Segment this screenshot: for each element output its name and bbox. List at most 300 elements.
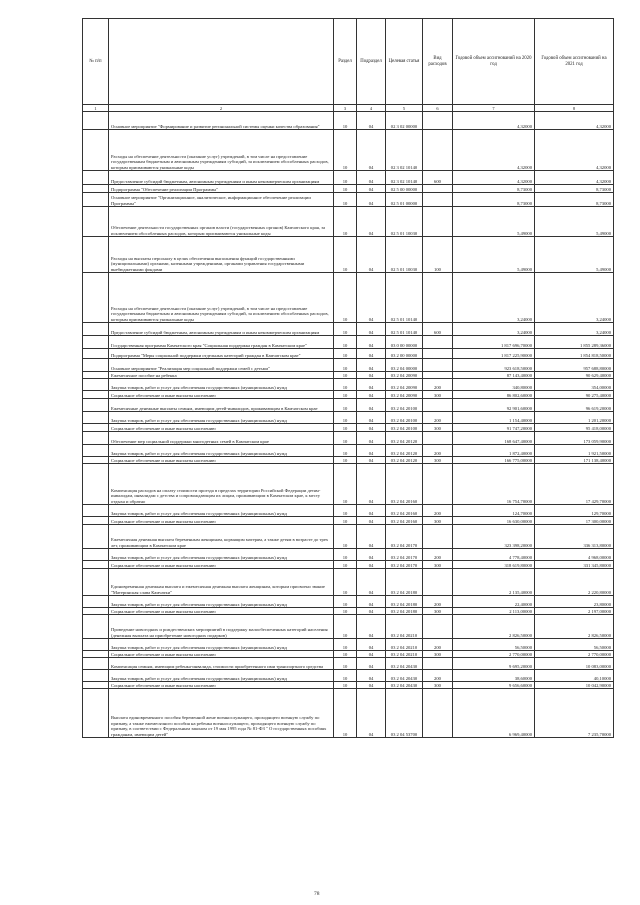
row-amount-2021: 5,49000 — [535, 207, 614, 237]
row-podrazdel: 04 — [357, 432, 386, 445]
column-number: 3 — [334, 105, 357, 112]
row-amount-2020: 3,24000 — [453, 273, 535, 323]
table-row — [83, 185, 614, 193]
row-podrazdel: 04 — [357, 658, 386, 670]
row-vr — [423, 349, 453, 359]
row-amount-2020: 56,50000 — [453, 639, 535, 651]
budget-table — [82, 18, 614, 738]
row-amount-2021: 129,70000 — [535, 505, 614, 517]
row-razdel: 10 — [334, 391, 357, 399]
row-amount-2021: 17 429,70000 — [535, 464, 614, 505]
column-number: 7 — [453, 105, 535, 112]
row-csr: 03 2 04 20100 — [386, 399, 423, 412]
row-num — [83, 349, 109, 359]
row-razdel: 10 — [334, 608, 357, 615]
row-name: Закупка товаров, работ и услуг для обеспечения государственных (муниципальных) нужд — [109, 379, 334, 391]
header-vr: Вид расходов — [423, 19, 453, 105]
row-num — [83, 561, 109, 569]
row-num — [83, 412, 109, 424]
row-name: Социальное обеспечение и иные выплаты населению — [109, 424, 334, 432]
row-podrazdel: 04 — [357, 615, 386, 639]
row-razdel: 10 — [334, 323, 357, 336]
row-name: Выплата единовременного пособия беременной жене военнослужащего, проходящего военную службу по призыву, а также ежемесячного пособия на ребенка военнослужащего, проходящего военную службу по призыву, в соответствии с Федеральным законом от 19 мая 1995 года № 81-ФЗ " О государственных пособиях гражданам, имеющим детей" — [109, 689, 334, 738]
row-vr — [423, 372, 453, 379]
row-name: Закупка товаров, работ и услуг для обеспечения государственных (муниципальных) нужд — [109, 549, 334, 561]
header-csr: Целевая статья — [386, 19, 423, 105]
row-podrazdel: 04 — [357, 505, 386, 517]
row-vr: 200 — [423, 445, 453, 457]
row-name: Ежемесячная денежная выплата беременным женщинам, кормящим матерям, а также детям в возрасте до трех лет, проживающим в Камчатском крае — [109, 525, 334, 549]
row-name: Закупка товаров, работ и услуг для обеспечения государственных (муниципальных) нужд — [109, 445, 334, 457]
row-razdel: 10 — [334, 689, 357, 738]
row-amount-2021: 4,32000 — [535, 112, 614, 130]
row-amount-2021: 1 201,20000 — [535, 412, 614, 424]
column-number: 1 — [83, 105, 109, 112]
row-csr: 02 5 01 10030 — [386, 237, 423, 273]
row-amount-2021: 331 345,80000 — [535, 561, 614, 569]
row-vr: 200 — [423, 412, 453, 424]
row-num — [83, 608, 109, 615]
table-row — [83, 391, 614, 399]
row-amount-2020: 4,32000 — [453, 130, 535, 171]
row-amount-2021: 8,73000 — [535, 185, 614, 193]
row-podrazdel: 04 — [357, 424, 386, 432]
row-name: Ежемесячные денежные выплаты семьям, имеющим детей-инвалидов, проживающим в Камчатском крае — [109, 399, 334, 412]
row-amount-2021: 56,50000 — [535, 639, 614, 651]
row-name: Государственная программа Камчатского края "Социальная поддержка граждан в Камчатском крае" — [109, 336, 334, 349]
row-amount-2020: 4,32000 — [453, 171, 535, 185]
row-razdel: 10 — [334, 171, 357, 185]
row-amount-2020: 6 969,40000 — [453, 689, 535, 738]
row-name: Социальное обеспечение и иные выплаты населению — [109, 561, 334, 569]
row-vr: 200 — [423, 639, 453, 651]
row-num — [83, 505, 109, 517]
row-amount-2021: 173 059,90000 — [535, 432, 614, 445]
table-row — [83, 561, 614, 569]
row-amount-2021: 17 300,00000 — [535, 517, 614, 525]
row-name: Обеспечение мер социальной поддержки многодетных семей в Камчатском крае — [109, 432, 334, 445]
row-podrazdel: 04 — [357, 689, 386, 738]
row-amount-2021: 4,32000 — [535, 130, 614, 171]
table-row — [83, 639, 614, 651]
row-amount-2020: 2 826,50000 — [453, 615, 535, 639]
table-row — [83, 207, 614, 237]
row-razdel: 10 — [334, 359, 357, 372]
row-num — [83, 130, 109, 171]
column-number: 5 — [386, 105, 423, 112]
row-num — [83, 372, 109, 379]
row-vr — [423, 689, 453, 738]
row-vr — [423, 193, 453, 207]
row-razdel: 10 — [334, 237, 357, 273]
row-num — [83, 670, 109, 682]
row-amount-2020: 124,70000 — [453, 505, 535, 517]
row-csr: 03 2 04 20210 — [386, 639, 423, 651]
row-num — [83, 391, 109, 399]
row-num — [83, 445, 109, 457]
row-name: Закупка товаров, работ и услуг для обеспечения государственных (муниципальных) нужд — [109, 639, 334, 651]
row-podrazdel: 04 — [357, 569, 386, 596]
row-name: Основное мероприятие "Организационное, аналитическое, информационное обеспечение реализации Программы" — [109, 193, 334, 207]
row-podrazdel: 04 — [357, 273, 386, 323]
column-number: 6 — [423, 105, 453, 112]
row-razdel: 10 — [334, 464, 357, 505]
row-amount-2020: 5,49000 — [453, 207, 535, 237]
row-name: Социальное обеспечение и иные выплаты населению — [109, 517, 334, 525]
row-podrazdel: 04 — [357, 445, 386, 457]
table-row — [83, 682, 614, 689]
row-num — [83, 549, 109, 561]
row-razdel: 10 — [334, 658, 357, 670]
row-csr: 03 2 04 20160 — [386, 505, 423, 517]
row-amount-2021: 96 619,20000 — [535, 399, 614, 412]
row-vr — [423, 615, 453, 639]
row-csr: 03 2 04 20120 — [386, 445, 423, 457]
row-num — [83, 359, 109, 372]
row-vr: 300 — [423, 424, 453, 432]
table-header-row — [83, 19, 614, 105]
row-amount-2020: 5,49000 — [453, 237, 535, 273]
table-row — [83, 323, 614, 336]
row-podrazdel: 04 — [357, 464, 386, 505]
row-vr — [423, 336, 453, 349]
row-podrazdel: 04 — [357, 399, 386, 412]
table-row — [83, 171, 614, 185]
row-num — [83, 651, 109, 658]
row-num — [83, 185, 109, 193]
row-csr: 03 2 04 00000 — [386, 359, 423, 372]
row-name: Социальное обеспечение и иные выплаты населению — [109, 608, 334, 615]
table-row — [83, 359, 614, 372]
row-name: Единовременная денежная выплата и ежемесячная денежная выплата женщинам, которым присвоено звание "Материнская слава Камчатки" — [109, 569, 334, 596]
row-vr: 300 — [423, 682, 453, 689]
header-razdel: Раздел — [334, 19, 357, 105]
row-razdel: 10 — [334, 561, 357, 569]
row-csr: 03 2 04 20160 — [386, 464, 423, 505]
table-row — [83, 112, 614, 130]
row-csr: 03 2 04 20100 — [386, 424, 423, 432]
row-amount-2020: 2 135,40000 — [453, 569, 535, 596]
table-row — [83, 372, 614, 379]
row-num — [83, 112, 109, 130]
row-vr — [423, 112, 453, 130]
row-amount-2020: 323 398,20000 — [453, 525, 535, 549]
row-csr: 03 0 00 00000 — [386, 336, 423, 349]
row-name: Проведение новогодних и рождественских мероприятий в поддержку малообеспеченных категорий населения (денежная выплата на приобретение новогодних подарков) — [109, 615, 334, 639]
row-csr: 03 2 04 20170 — [386, 525, 423, 549]
row-razdel: 10 — [334, 432, 357, 445]
row-vr — [423, 273, 453, 323]
row-podrazdel: 04 — [357, 112, 386, 130]
row-vr: 300 — [423, 608, 453, 615]
row-num — [83, 658, 109, 670]
row-amount-2020: 38,60000 — [453, 670, 535, 682]
row-csr: 03 2 04 20430 — [386, 670, 423, 682]
row-podrazdel: 04 — [357, 349, 386, 359]
row-amount-2020: 22,40000 — [453, 596, 535, 608]
row-podrazdel: 04 — [357, 185, 386, 193]
row-amount-2020: 340,80000 — [453, 379, 535, 391]
row-name: Расходы на обеспечение деятельности (оказание услуг) учреждений, в том числе на предоставление государственным бюджетным и автономным учреждениям субсидий, за исключением обособленных расходов, которым присваиваются уникальные коды — [109, 130, 334, 171]
row-amount-2021: 4 968,00000 — [535, 549, 614, 561]
row-csr: 03 2 04 20180 — [386, 569, 423, 596]
row-csr: 03 2 04 20170 — [386, 561, 423, 569]
table-row — [83, 237, 614, 273]
row-num — [83, 689, 109, 738]
row-vr: 100 — [423, 237, 453, 273]
row-amount-2020: 9 695,20000 — [453, 658, 535, 670]
row-name: Социальное обеспечение и иные выплаты населению — [109, 682, 334, 689]
row-name: Закупка товаров, работ и услуг для обеспечения государственных (муниципальных) нужд — [109, 670, 334, 682]
row-num — [83, 273, 109, 323]
row-razdel: 10 — [334, 670, 357, 682]
row-vr: 200 — [423, 505, 453, 517]
row-amount-2020: 4 778,40000 — [453, 549, 535, 561]
row-amount-2021: 95 418,00000 — [535, 424, 614, 432]
row-amount-2021: 5,49000 — [535, 237, 614, 273]
row-amount-2020: 1 817 225,90000 — [453, 349, 535, 359]
table-row — [83, 651, 614, 658]
row-num — [83, 517, 109, 525]
row-num — [83, 682, 109, 689]
row-csr: 02 5 01 10030 — [386, 207, 423, 237]
row-amount-2021: 10 083,00000 — [535, 658, 614, 670]
row-name: Закупка товаров, работ и услуг для обеспечения государственных (муниципальных) нужд — [109, 505, 334, 517]
row-razdel: 10 — [334, 379, 357, 391]
row-csr: 03 2 04 20170 — [386, 549, 423, 561]
row-vr: 600 — [423, 171, 453, 185]
row-podrazdel: 04 — [357, 670, 386, 682]
row-razdel: 10 — [334, 193, 357, 207]
row-name: Социальное обеспечение и иные выплаты населению — [109, 457, 334, 464]
header-num: № п/п — [83, 19, 109, 105]
table-row — [83, 464, 614, 505]
row-name: Предоставление субсидий бюджетным, автономным учреждениям и иным некоммерческим организациям — [109, 323, 334, 336]
row-razdel: 10 — [334, 569, 357, 596]
table-row — [83, 379, 614, 391]
row-amount-2021: 1 921,50000 — [535, 445, 614, 457]
row-amount-2021: 2 220,80000 — [535, 569, 614, 596]
row-name: Обеспечение деятельности государственных органов власти (государственных органов) Камчатского края, за исключением обособленных расходов, которым присваиваются уникальные коды — [109, 207, 334, 237]
row-razdel: 10 — [334, 130, 357, 171]
row-podrazdel: 04 — [357, 517, 386, 525]
table-row — [83, 549, 614, 561]
row-podrazdel: 04 — [357, 207, 386, 237]
row-razdel: 10 — [334, 273, 357, 323]
table-row — [83, 424, 614, 432]
row-amount-2020: 8,73000 — [453, 185, 535, 193]
row-amount-2020: 8,73000 — [453, 193, 535, 207]
header-year-2021: Годовой объем ассигнований на 2021 год — [535, 19, 614, 105]
row-razdel: 10 — [334, 349, 357, 359]
row-amount-2021: 957 688,80000 — [535, 359, 614, 372]
table-row — [83, 412, 614, 424]
row-vr — [423, 399, 453, 412]
row-name: Расходы на выплаты персоналу в целях обеспечения выполнения функций государственными (муниципальными) органами, казенными учреждениями, органами управления государственными внебюджетными фондами — [109, 237, 334, 273]
table-row — [83, 525, 614, 549]
row-podrazdel: 04 — [357, 639, 386, 651]
row-podrazdel: 04 — [357, 359, 386, 372]
row-num — [83, 639, 109, 651]
table-row — [83, 130, 614, 171]
row-csr: 03 2 04 53700 — [386, 689, 423, 738]
row-vr — [423, 464, 453, 505]
row-name: Социальное обеспечение и иные выплаты населению — [109, 391, 334, 399]
row-num — [83, 171, 109, 185]
row-name: Подпрограмма "Обеспечение реализации Программы" — [109, 185, 334, 193]
row-csr: 03 2 04 20100 — [386, 412, 423, 424]
row-podrazdel: 04 — [357, 608, 386, 615]
row-csr: 03 2 04 20210 — [386, 615, 423, 639]
header-name — [109, 19, 334, 105]
row-podrazdel: 04 — [357, 391, 386, 399]
row-vr: 300 — [423, 561, 453, 569]
table-row — [83, 505, 614, 517]
row-vr: 300 — [423, 651, 453, 658]
row-vr — [423, 658, 453, 670]
row-razdel: 10 — [334, 525, 357, 549]
row-name: Предоставление субсидий бюджетным, автономным учреждениям и иным некоммерческим организациям — [109, 171, 334, 185]
row-vr — [423, 569, 453, 596]
row-razdel: 10 — [334, 596, 357, 608]
row-amount-2021: 171 138,40000 — [535, 457, 614, 464]
table-row — [83, 273, 614, 323]
row-razdel: 10 — [334, 517, 357, 525]
table-row — [83, 658, 614, 670]
row-vr — [423, 432, 453, 445]
row-razdel: 10 — [334, 185, 357, 193]
row-num — [83, 464, 109, 505]
row-num — [83, 379, 109, 391]
row-razdel: 10 — [334, 651, 357, 658]
row-csr: 02 3 02 10140 — [386, 130, 423, 171]
row-amount-2020: 1 154,40000 — [453, 412, 535, 424]
row-amount-2021: 4,32000 — [535, 171, 614, 185]
row-csr: 02 3 02 00000 — [386, 112, 423, 130]
table-row — [83, 608, 614, 615]
row-razdel: 10 — [334, 457, 357, 464]
row-razdel: 10 — [334, 372, 357, 379]
row-vr: 600 — [423, 323, 453, 336]
row-vr: 200 — [423, 670, 453, 682]
row-csr: 03 2 04 20090 — [386, 379, 423, 391]
row-amount-2020: 16 754,70000 — [453, 464, 535, 505]
row-podrazdel: 04 — [357, 130, 386, 171]
row-num — [83, 424, 109, 432]
row-csr: 02 5 01 00000 — [386, 193, 423, 207]
row-num — [83, 525, 109, 549]
row-csr: 02 3 02 10140 — [386, 171, 423, 185]
row-amount-2020: 16 630,00000 — [453, 517, 535, 525]
row-vr: 200 — [423, 596, 453, 608]
table-row — [83, 457, 614, 464]
row-csr: 03 2 04 20430 — [386, 658, 423, 670]
table-row — [83, 670, 614, 682]
column-number: 8 — [535, 105, 614, 112]
row-amount-2020: 2 770,00000 — [453, 651, 535, 658]
row-amount-2021: 2 197,00000 — [535, 608, 614, 615]
row-podrazdel: 04 — [357, 379, 386, 391]
row-amount-2021: 23,80000 — [535, 596, 614, 608]
row-vr — [423, 185, 453, 193]
row-csr: 03 2 04 20210 — [386, 651, 423, 658]
row-num — [83, 596, 109, 608]
row-amount-2020: 168 647,40000 — [453, 432, 535, 445]
row-name: Компенсация расходов на оплату стоимости проезда в пределах территории Российской Федерации детям-инвалидам, инвалидам с детства и сопровождающим их лицам, проживающим в Камчатском крае, к месту отдыха и обратно — [109, 464, 334, 505]
row-vr — [423, 207, 453, 237]
row-num — [83, 399, 109, 412]
row-amount-2020: 91 747,20000 — [453, 424, 535, 432]
row-name: Социальное обеспечение и иные выплаты населению — [109, 651, 334, 658]
row-num — [83, 432, 109, 445]
row-csr: 03 2 04 20120 — [386, 432, 423, 445]
row-csr: 03 2 04 20160 — [386, 517, 423, 525]
row-csr: 02 5 00 00000 — [386, 185, 423, 193]
row-razdel: 10 — [334, 112, 357, 130]
row-razdel: 10 — [334, 682, 357, 689]
row-vr: 200 — [423, 379, 453, 391]
row-podrazdel: 04 — [357, 237, 386, 273]
row-csr: 02 5 01 10140 — [386, 273, 423, 323]
row-podrazdel: 04 — [357, 336, 386, 349]
row-num — [83, 207, 109, 237]
row-amount-2021: 7 235,70000 — [535, 689, 614, 738]
row-razdel: 10 — [334, 412, 357, 424]
row-vr: 300 — [423, 457, 453, 464]
row-amount-2020: 86 802,60000 — [453, 391, 535, 399]
table-row — [83, 193, 614, 207]
row-amount-2020: 1 817 696,70000 — [453, 336, 535, 349]
row-amount-2020: 1 872,40000 — [453, 445, 535, 457]
row-vr: 300 — [423, 517, 453, 525]
row-amount-2020: 92 901,60000 — [453, 399, 535, 412]
row-csr: 02 5 01 10140 — [386, 323, 423, 336]
header-year-2020: Годовой объем ассигнований на 2020 год — [453, 19, 535, 105]
row-num — [83, 569, 109, 596]
table-row — [83, 596, 614, 608]
row-vr: 300 — [423, 391, 453, 399]
table-row — [83, 336, 614, 349]
row-csr: 03 2 04 20180 — [386, 608, 423, 615]
row-amount-2020: 3,24000 — [453, 323, 535, 336]
row-name: Ежемесячное пособие на ребенка — [109, 372, 334, 379]
row-razdel: 10 — [334, 615, 357, 639]
row-amount-2020: 318 619,80000 — [453, 561, 535, 569]
row-num — [83, 193, 109, 207]
row-name: Расходы на обеспечение деятельности (оказание услуг) учреждений, в том числе на предоставление государственным бюджетным и автономным учреждениям субсидий, за исключением обособленных расходов, которым присваиваются уникальные коды — [109, 273, 334, 323]
row-podrazdel: 04 — [357, 171, 386, 185]
row-amount-2021: 336 313,80000 — [535, 525, 614, 549]
row-amount-2021: 2 770,00000 — [535, 651, 614, 658]
column-number: 4 — [357, 105, 386, 112]
row-csr: 03 2 04 20120 — [386, 457, 423, 464]
row-amount-2021: 3,24000 — [535, 273, 614, 323]
row-razdel: 10 — [334, 549, 357, 561]
row-amount-2021: 90 629,40000 — [535, 372, 614, 379]
row-amount-2021: 90 275,40000 — [535, 391, 614, 399]
row-podrazdel: 04 — [357, 323, 386, 336]
table-row — [83, 432, 614, 445]
row-amount-2020: 87 143,40000 — [453, 372, 535, 379]
row-num — [83, 237, 109, 273]
row-num — [83, 323, 109, 336]
row-name: Подпрограмма "Меры социальной поддержки отдельных категорий граждан в Камчатском крае" — [109, 349, 334, 359]
row-amount-2020: 2 113,00000 — [453, 608, 535, 615]
row-podrazdel: 04 — [357, 372, 386, 379]
row-vr — [423, 359, 453, 372]
row-razdel: 10 — [334, 505, 357, 517]
table-row — [83, 399, 614, 412]
